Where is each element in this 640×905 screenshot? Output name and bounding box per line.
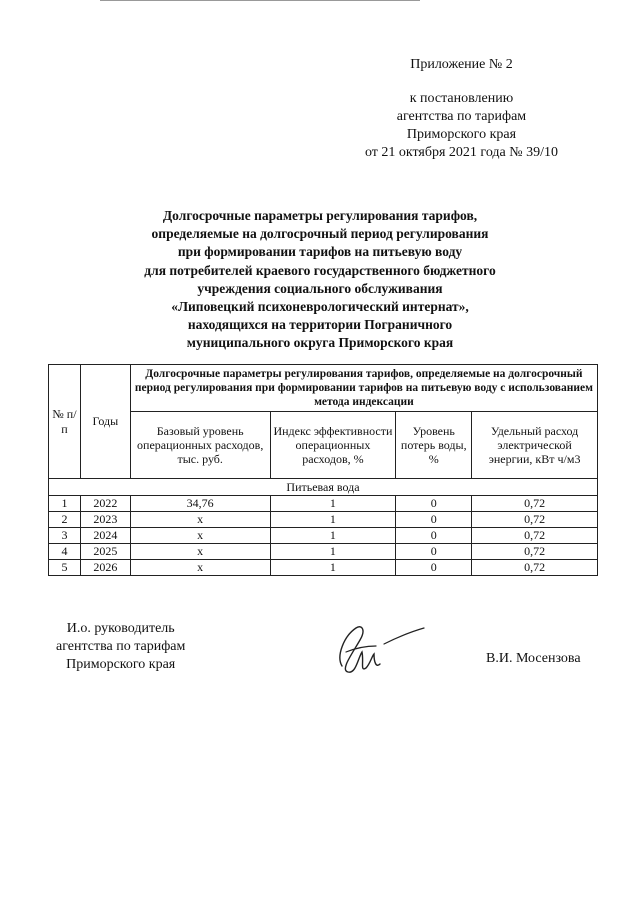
title-line: определяемые на долгосрочный период регулирования xyxy=(151,226,489,242)
appendix-line: от 21 октября 2021 года № 39/10 xyxy=(364,145,558,160)
cell-year: 2025 xyxy=(80,544,130,560)
cell-energy: 0,72 xyxy=(472,512,598,528)
appendix-header xyxy=(365,56,558,162)
document-title xyxy=(100,207,540,353)
cell-water-loss: 0 xyxy=(396,560,472,576)
signer-position xyxy=(56,620,185,674)
table-row xyxy=(49,512,598,528)
header-water-loss: Уровень потерь воды, % xyxy=(396,412,472,479)
parameters-table xyxy=(48,364,598,576)
header-efficiency-index: Индекс эффективности операционных расходов, % xyxy=(270,412,396,479)
cell-year: 2023 xyxy=(80,512,130,528)
cell-energy: 0,72 xyxy=(472,560,598,576)
header-energy-rate: Удельный расход электрической энергии, кВт ч/м3 xyxy=(472,412,598,479)
signer-line: И.о. руководитель xyxy=(66,621,175,636)
cell-water-loss: 0 xyxy=(396,496,472,512)
signer-line: агентства по тарифам xyxy=(56,639,186,654)
appendix-line: Приморского края xyxy=(406,127,517,142)
table-row xyxy=(49,544,598,560)
cell-energy: 0,72 xyxy=(472,544,598,560)
cell-num: 1 xyxy=(49,496,81,512)
header-group: Долгосрочные параметры регулирования тарифов, определяемые на долгосрочный период регулирования при формировании тарифов на питьевую воду с использованием метода индексации xyxy=(130,365,597,412)
appendix-line: к постановлению xyxy=(409,91,514,106)
header-year: Годы xyxy=(80,365,130,479)
cell-num: 2 xyxy=(49,512,81,528)
cell-water-loss: 0 xyxy=(396,512,472,528)
cell-year: 2024 xyxy=(80,528,130,544)
cell-base-cost: х xyxy=(130,544,270,560)
title-line: находящихся на территории Пограничного xyxy=(187,317,453,333)
title-line: муниципального округа Приморского края xyxy=(186,335,454,351)
table-row xyxy=(49,528,598,544)
cell-base-cost: х xyxy=(130,560,270,576)
title-line: при формировании тарифов на питьевую воду xyxy=(177,244,463,260)
cell-water-loss: 0 xyxy=(396,528,472,544)
cell-base-cost: 34,76 xyxy=(130,496,270,512)
table-row xyxy=(49,560,598,576)
cell-num: 4 xyxy=(49,544,81,560)
cell-energy: 0,72 xyxy=(472,528,598,544)
handwritten-signature xyxy=(322,618,432,678)
cell-efficiency: 1 xyxy=(270,528,396,544)
header-base-cost: Базовый уровень операционных расходов, тыс. руб. xyxy=(130,412,270,479)
title-line: учреждения социального обслуживания xyxy=(197,280,443,296)
title-line: «Липовецкий психоневрологический интернат», xyxy=(171,299,469,315)
cell-base-cost: х xyxy=(130,528,270,544)
cell-efficiency: 1 xyxy=(270,560,396,576)
table-row xyxy=(49,496,598,512)
cell-year: 2026 xyxy=(80,560,130,576)
signer-line: Приморского края xyxy=(66,657,176,672)
title-line: Долгосрочные параметры регулирования тарифов, xyxy=(162,208,478,223)
cell-energy: 0,72 xyxy=(472,496,598,512)
cell-num: 5 xyxy=(49,560,81,576)
cell-efficiency: 1 xyxy=(270,512,396,528)
cell-num: 3 xyxy=(49,528,81,544)
appendix-line: агентства по тарифам xyxy=(396,109,527,124)
cell-base-cost: х xyxy=(130,512,270,528)
scan-edge-line xyxy=(100,0,420,1)
appendix-number: Приложение № 2 xyxy=(410,57,513,72)
cell-efficiency: 1 xyxy=(270,544,396,560)
section-drinking-water: Питьевая вода xyxy=(49,479,598,496)
cell-water-loss: 0 xyxy=(396,544,472,560)
signee-name: В.И. Мосензова xyxy=(486,651,581,666)
header-num: № п/п xyxy=(49,365,81,479)
cell-year: 2022 xyxy=(80,496,130,512)
cell-efficiency: 1 xyxy=(270,496,396,512)
title-line: для потребителей краевого государственного бюджетного xyxy=(144,262,496,278)
